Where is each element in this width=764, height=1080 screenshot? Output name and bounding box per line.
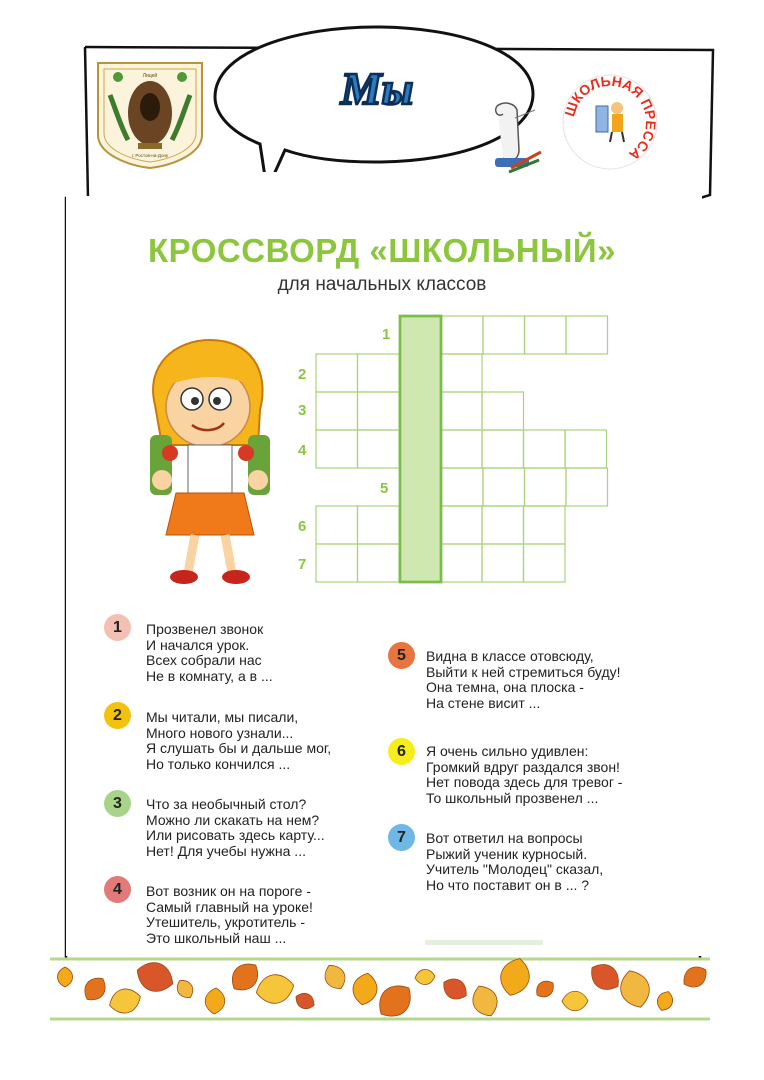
leaf-icon	[468, 982, 502, 1021]
grid-cell-row-7	[441, 544, 483, 582]
grid-cell-row-4	[565, 430, 607, 468]
clue-badge-7: 7	[388, 824, 415, 851]
clue-badge-3: 3	[104, 790, 131, 817]
grid-cell-row-1	[442, 316, 484, 354]
grid-cell-row-3	[358, 392, 400, 430]
watermark-strip	[425, 938, 543, 947]
grid-cell-row-3	[316, 392, 358, 430]
clue-badge-2: 2	[104, 702, 131, 729]
grid-number-7: 7	[298, 556, 307, 573]
svg-text:Лицей: Лицей	[142, 73, 158, 79]
clue-text-4: Вот возник он на пороге - Самый главный на уроке! Утешитель, укротитель - Это школьный наш ...	[146, 883, 313, 946]
crossword-subtitle: для начальных классов	[277, 274, 487, 295]
grid-cell-row-1	[483, 316, 525, 354]
leaf-icon	[414, 968, 435, 985]
clue-badge-4: 4	[104, 876, 131, 903]
leaf-icon	[371, 978, 418, 1025]
grid-cell-row-6	[316, 506, 358, 544]
clue-text-2: Мы читали, мы писали, Много нового узнали... Я слушать бы и дальше мог, Но только кончился ...	[146, 709, 332, 772]
grid-cell-row-3	[441, 392, 483, 430]
grid-number-3: 3	[298, 402, 307, 419]
clue-text-5: Видна в классе отовсюду, Выйти к ней стремиться буду! Она темна, она плоска - На стене висит ...	[426, 648, 621, 711]
grid-cell-row-2	[441, 354, 483, 392]
grid-cell-row-6	[524, 506, 566, 544]
leaf-icon	[585, 958, 625, 996]
leaf-icon	[320, 961, 349, 993]
clue-badge-1: 1	[104, 614, 131, 641]
leaf-icon	[562, 991, 588, 1011]
clue-text-7: Вот ответил на вопросы Рыжий ученик курносый. Учитель "Молодец" сказал, Но что поставит он в ... ?	[426, 830, 604, 893]
grid-cell-row-6	[482, 506, 524, 544]
clue-text-1: Прозвенел звонок И начался урок. Всех собрали нас Не в комнату, а в ...	[146, 621, 273, 684]
grid-number-4: 4	[298, 442, 307, 459]
leaf-icon	[254, 971, 297, 1006]
grid-cell-row-1	[566, 316, 608, 354]
grid-cell-row-5	[566, 468, 608, 506]
grid-cell-row-5	[525, 468, 567, 506]
grid-cell-row-1	[525, 316, 567, 354]
grid-number-6: 6	[298, 518, 307, 535]
leaf-icon	[496, 955, 533, 999]
grid-cell-row-6	[441, 506, 483, 544]
clue-badge-5: 5	[388, 642, 415, 669]
svg-text:ШКОЛЬНАЯ ПРЕССА: ШКОЛЬНАЯ ПРЕССА	[561, 72, 660, 164]
grid-cell-row-4	[358, 430, 400, 468]
leaf-icon	[173, 977, 196, 1002]
leaf-icon	[616, 967, 654, 1012]
grid-cell-row-4	[482, 430, 524, 468]
leaf-icon	[350, 971, 379, 1007]
leaf-icon	[58, 967, 73, 987]
leaf-icon	[293, 990, 318, 1012]
grid-cell-row-7	[358, 544, 400, 582]
svg-text:Мы: Мы	[340, 63, 414, 114]
grid-cell-row-2	[316, 354, 358, 392]
grid-cell-row-7	[316, 544, 358, 582]
leaf-icon	[533, 977, 558, 1001]
crossword-title: КРОССВОРД «ШКОЛЬНЫЙ»	[148, 232, 616, 269]
leaf-icon	[79, 973, 110, 1005]
grid-cell-row-5	[483, 468, 525, 506]
grid-number-5: 5	[380, 480, 389, 497]
grid-cell-row-3	[482, 392, 524, 430]
leaf-icon	[655, 989, 676, 1013]
highlight-column	[400, 316, 441, 582]
autumn-leaves-border	[50, 955, 710, 1025]
clue-text-6: Я очень сильно удивлен: Громкий вдруг раздался звон! Нет повода здесь для тревог - То школьный прозвенел ...	[426, 743, 623, 806]
grid-cell-row-7	[482, 544, 524, 582]
svg-text:г. Ростов-на-Дону: г. Ростов-на-Дону	[131, 153, 169, 158]
leaf-icon	[106, 985, 143, 1017]
grid-cell-row-7	[524, 544, 566, 582]
leaf-icon	[132, 957, 178, 997]
grid-number-2: 2	[298, 366, 307, 383]
grid-number-1: 1	[382, 326, 391, 343]
clue-text-3: Что за необычный стол? Можно ли скакать на нем? Или рисовать здесь карту... Нет! Для учебы нужна ...	[146, 796, 325, 859]
leaf-icon	[204, 987, 226, 1015]
grid-cell-row-5	[442, 468, 484, 506]
grid-cell-row-4	[441, 430, 483, 468]
leaf-icon	[439, 974, 471, 1004]
grid-cell-row-2	[358, 354, 400, 392]
grid-cell-row-4	[524, 430, 566, 468]
clue-badge-6: 6	[388, 738, 415, 765]
grid-cell-row-6	[358, 506, 400, 544]
grid-cell-row-4	[316, 430, 358, 468]
leaf-icon	[679, 962, 710, 993]
